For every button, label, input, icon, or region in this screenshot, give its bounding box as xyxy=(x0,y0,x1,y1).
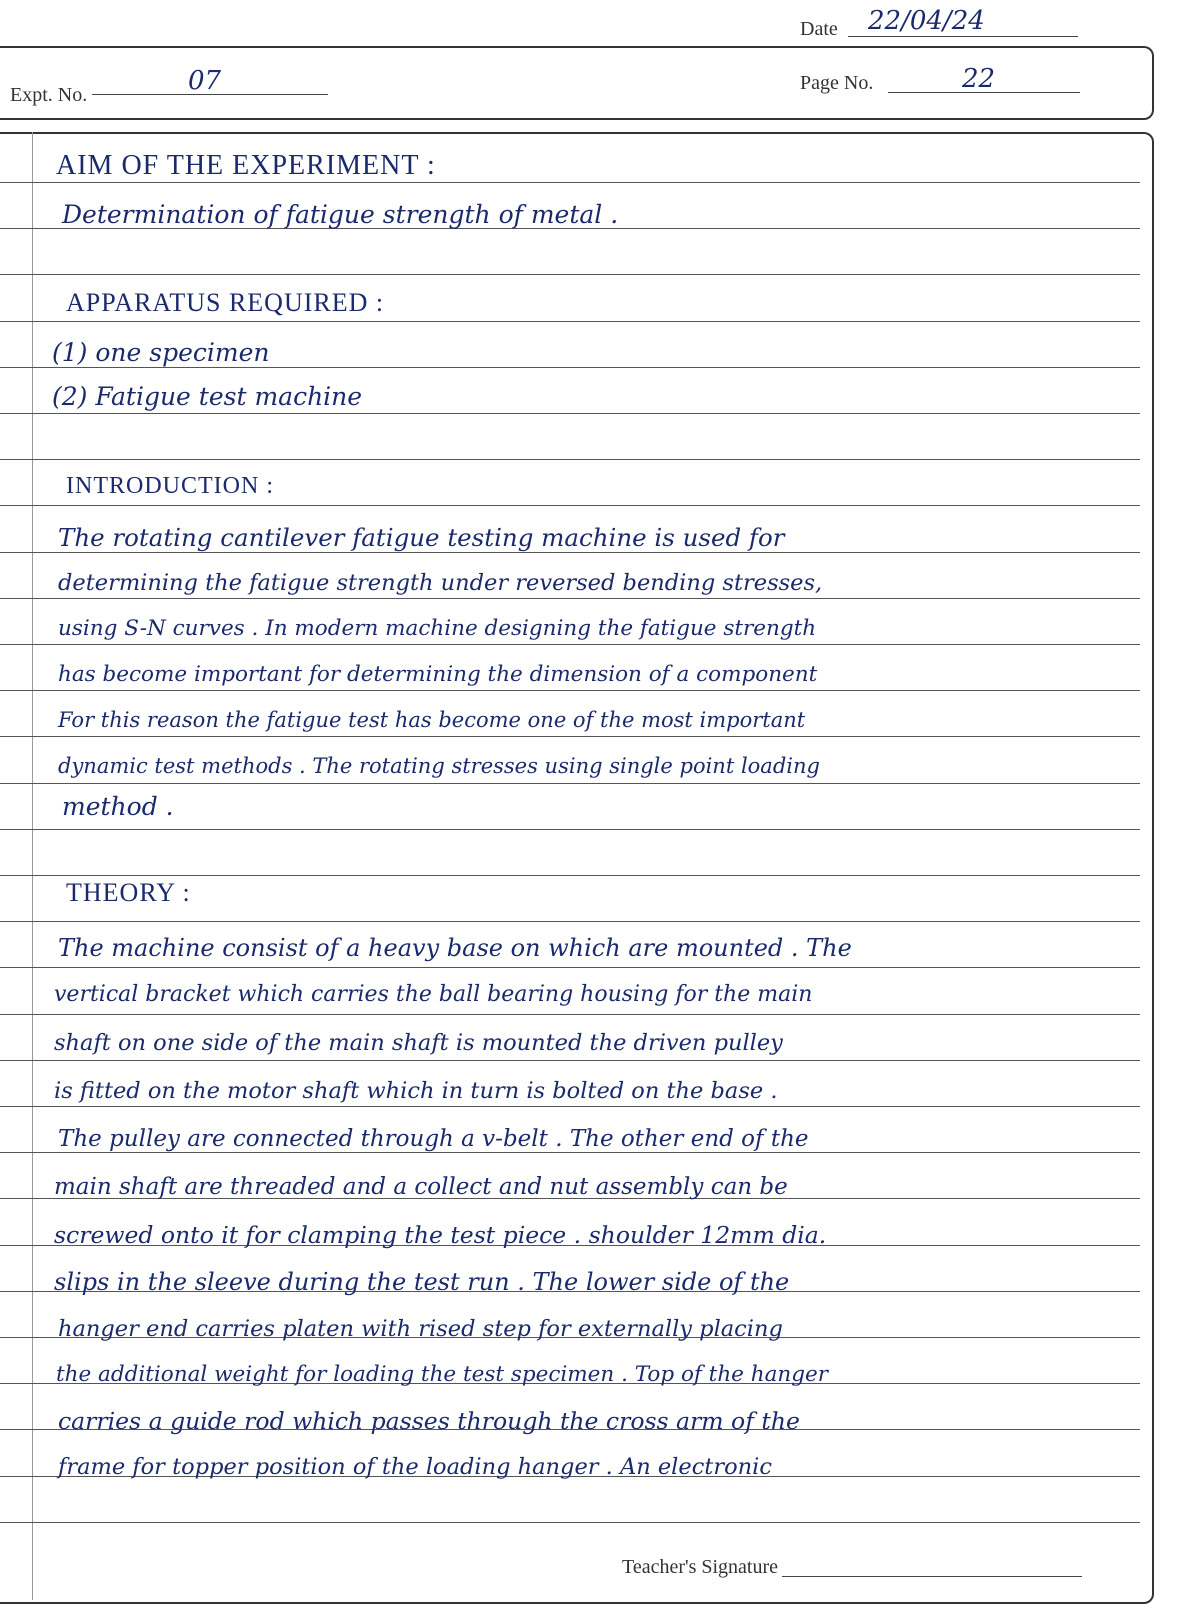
ruling-line xyxy=(0,967,1140,968)
apparatus-item: (1) one specimen xyxy=(52,338,270,367)
teacher-signature-label: Teacher's Signature xyxy=(622,1556,779,1578)
theory-line: carries a guide rod which passes through the cross arm of the xyxy=(58,1407,800,1435)
theory-line: main shaft are threaded and a collect and nut assembly can be xyxy=(54,1174,788,1200)
introduction-line: For this reason the fatigue test has become one of the most important xyxy=(58,708,806,732)
aim-text: Determination of fatigue strength of metal . xyxy=(62,200,619,229)
theory-line: The pulley are connected through a v-belt . The other end of the xyxy=(58,1126,809,1152)
page-no-label: Page No. xyxy=(800,72,874,94)
theory-line: is fitted on the motor shaft which in turn is bolted on the base . xyxy=(54,1078,778,1104)
ruling-line xyxy=(0,921,1140,922)
ruling-line xyxy=(0,182,1140,183)
ruling-line xyxy=(0,875,1140,876)
ruling-line xyxy=(0,1106,1140,1107)
theory-line: hanger end carries platen with rised step for externally placing xyxy=(58,1316,783,1342)
ruling-line xyxy=(0,552,1140,553)
ruling-line xyxy=(0,321,1140,322)
date-underline xyxy=(848,36,1078,37)
theory-line: shaft on one side of the main shaft is mounted the driven pulley xyxy=(54,1030,783,1056)
ruling-line xyxy=(0,1060,1140,1061)
introduction-line: has become important for determining the dimension of a component xyxy=(58,662,818,687)
apparatus-heading: APPARATUS REQUIRED : xyxy=(66,288,385,317)
ruling-line xyxy=(0,274,1140,275)
date-label: Date xyxy=(800,18,838,40)
theory-line: screwed onto it for clamping the test piece . shoulder 12mm dia. xyxy=(54,1221,827,1249)
aim-heading: AIM OF THE EXPERIMENT : xyxy=(56,150,436,181)
theory-line: vertical bracket which carries the ball bearing housing for the main xyxy=(54,982,813,1007)
introduction-line: dynamic test methods . The rotating stresses using single point loading xyxy=(58,754,820,778)
ruling-line xyxy=(0,736,1140,737)
introduction-line: determining the fatigue strength under reversed bending stresses, xyxy=(58,570,823,596)
ruling-line xyxy=(0,1152,1140,1153)
ruling-line xyxy=(0,829,1140,830)
theory-line: The machine consist of a heavy base on which are mounted . The xyxy=(58,934,852,962)
expt-no-label: Expt. No. xyxy=(10,84,88,106)
ruling-line xyxy=(0,690,1140,691)
ruling-line xyxy=(0,644,1140,645)
introduction-line: method . xyxy=(62,792,174,821)
ruling-line xyxy=(0,505,1140,506)
ruling-line xyxy=(0,783,1140,784)
apparatus-item: (2) Fatigue test machine xyxy=(52,382,363,411)
ruling-line xyxy=(0,1522,1140,1523)
date-value: 22/04/24 xyxy=(868,6,985,36)
ruling-line xyxy=(0,413,1140,414)
margin-line xyxy=(32,132,33,1600)
page-no-value: 22 xyxy=(962,64,996,94)
ruling-line xyxy=(0,1014,1140,1015)
expt-no-value: 07 xyxy=(188,66,222,96)
theory-line: frame for topper position of the loading hanger . An electronic xyxy=(58,1454,772,1480)
introduction-heading: INTRODUCTION : xyxy=(66,473,274,499)
ruling-line xyxy=(0,598,1140,599)
theory-line: slips in the sleeve during the test run . The lower side of the xyxy=(54,1268,790,1296)
teacher-signature-line xyxy=(782,1576,1082,1577)
ruling-line xyxy=(0,459,1140,460)
theory-heading: THEORY : xyxy=(66,878,191,907)
introduction-line: using S-N curves . In modern machine designing the fatigue strength xyxy=(58,616,817,641)
ruling-line xyxy=(0,367,1140,368)
theory-line: the additional weight for loading the test specimen . Top of the hanger xyxy=(56,1362,829,1387)
introduction-line: The rotating cantilever fatigue testing machine is used for xyxy=(58,523,785,552)
